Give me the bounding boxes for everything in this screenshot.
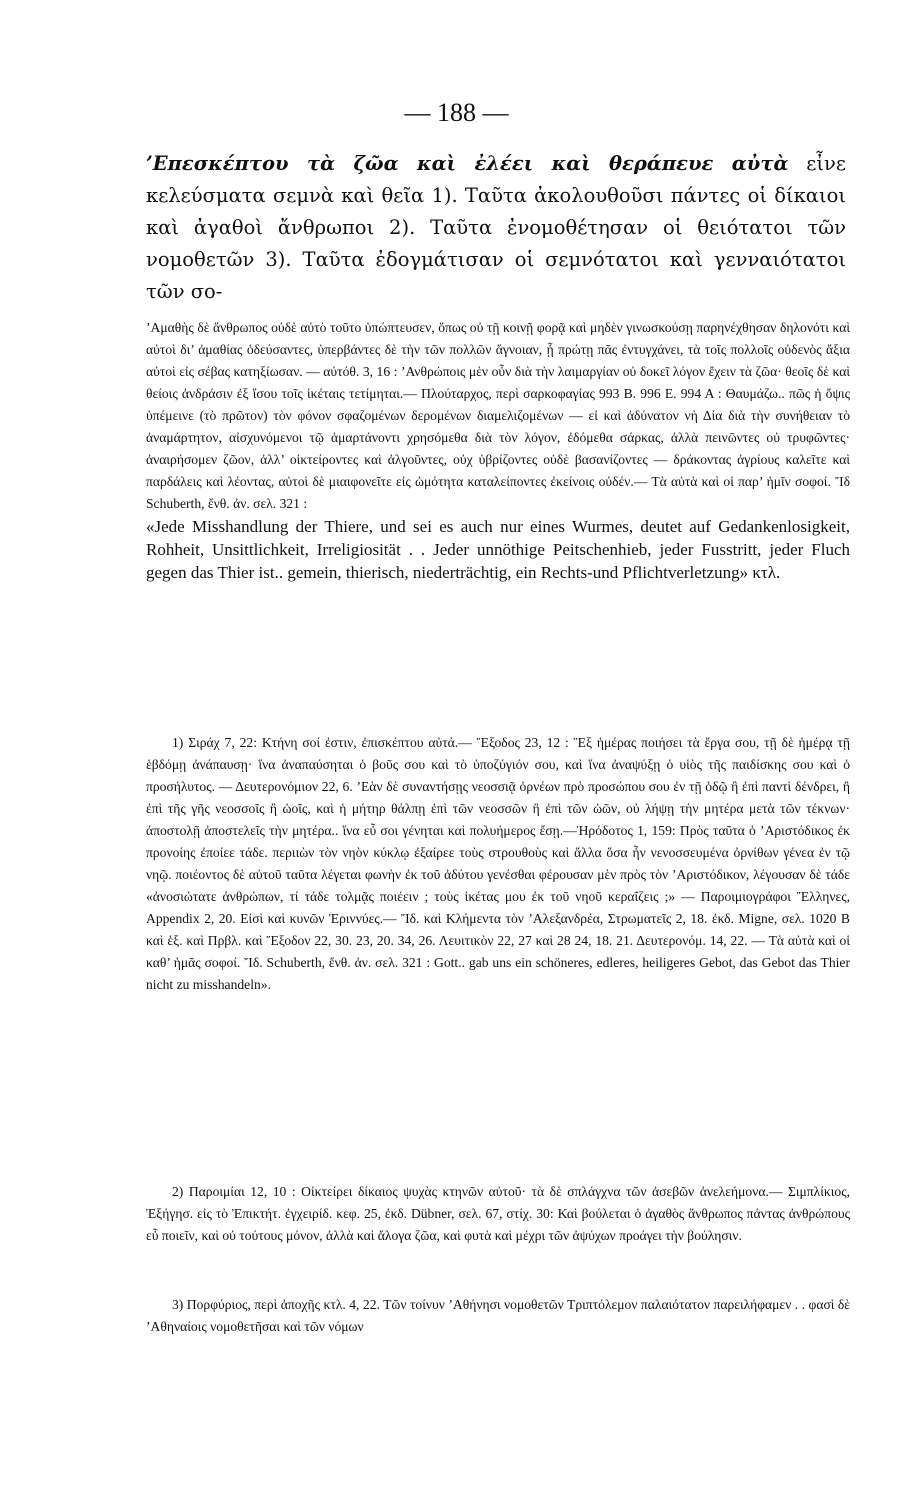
footnote-number: 1) [172,735,184,750]
footnote-text: Πορφύριος, περὶ ἀποχῆς κτλ. 4, 22. Τῶν τοίνυν ’Αθήνησι νομοθετῶν Τριπτόλεμον παλαιότατον παρειλήφαμεν . . φασὶ δὲ ’Αθηναίοις νομοθετῆσαι καὶ τῶν νόμων [146,1297,851,1334]
footnote-text: Παροιμίαι 12, 10 : Οἰκτείρει δίκαιος ψυχὰς κτηνῶν αὐτοῦ· τὰ δὲ σπλάγχνα τῶν ἀσεβῶν ἀνελεήμονα.— Σιμπλίκιος, Ἐξήγησ. εἰς τὸ Ἐπικτήτ. ἐγχειρίδ. κεφ. 25, ἐκδ. Dübner, σελ. 67, στίχ. 30: Καὶ βούλεται ὁ ἀγαθὸς ἄνθρωπος πάντας ἀνθρώπους εὖ ποιεῖν, καὶ οὐ τούτους μόνον, ἀλλὰ καὶ ἄλογα ζῶα, καὶ φυτὰ καὶ μέχρι τῶν ἀψύχων προάγει τὴν βούλησιν. [146,1184,850,1243]
quote-german: «Jede Misshandlung der Thiere, und sei es auch nur eines Wurmes, deutet auf Gedankenlosigkeit, Rohheit, Unsittlichkeit, Irreligiosität . . Jeder unnöthige Peitschenhieb, jeder Fusstritt, jeder Fluch gegen das Thier ist.. gemein, thierisch, niederträchtig, ein Rechts-und Pflichtverletzung» κτλ. [146,517,850,582]
quote-greek: ’Αμαθὴς δὲ ἄνθρωπος οὐδὲ αὐτὸ τοῦτο ὑπώπτευσεν, ὅπως οὐ τῇ κοινῇ φορᾷ καὶ μηδὲν γινωσκούσῃ παρηνέχθησαν δηλονότι καὶ αὐτοὶ δι’ ἀμαθίας ὁδεύσαντες, ὑπερβάντες δὲ τὴν τῶν πολλῶν ἄγνοιαν, ᾗ πρώτῃ πᾶς ἐντυγχάνει, τὰ τοῖς πολλοῖς οὐδενὸς ἄξια αὐτοὶ εἰς σέβας κατηξίωσαν. — αὐτόθ. 3, 16 : ’Ανθρώποις μὲν οὖν διὰ τὴν λαιμαργίαν οὐ δοκεῖ λόγον ἔχειν τὰ ζῶα· θεοῖς δὲ καὶ θείοις ἀνδράσιν ἐξ ἴσου τοῖς ἱκέταις τετίμηται.— Πλούταρχος, περὶ σαρκοφαγίας 993 B. 996 E. 994 A : Θαυμάζω.. πῶς ἡ ὄψις ὑπέμεινε (τὸ πρῶτον) τὸν φόνον σφαζομένων δερομένων διαμελιζομένων — εἰ καὶ ἀδύνατον νὴ Δία διὰ τὴν συνήθειαν τὸ ἀναμάρτητον, αἰσχυνόμενοι τῷ ἁμαρτάνοντι χρησόμεθα διὰ τὸν λόγον, ἐδόμεθα σάρκας, ἀλλὰ πεινῶντες οὐ τρυφῶντες· ἀναιρήσομεν ζῶον, ἀλλ’ οἰκτείροντες καὶ ἀλγοῦντες, οὐχ ὑβρίζοντες οὐδὲ βασανίζοντες — δράκοντας ἀγρίους καλεῖτε καὶ παρδάλεις καὶ λέοντας, αὐτοὶ δὲ μιαιφονεῖτε εἰς ὠμότητα καταλείποντες ἐκείνοις οὐδέν.— Τὰ αὐτὰ καὶ οἱ παρ’ ἡμῖν σοφοί. Ἴδ Schuberth, ἔνθ. ἀν. σελ. 321 : [146,320,850,511]
footnote-number: 2) [172,1184,184,1199]
footnote-3 [146,1294,850,1338]
footnote-text: Σιράχ 7, 22: Κτήνη σοί ἐστιν, ἐπισκέπτου αὐτά.— Ἔξοδος 23, 12 : Ἓξ ἡμέρας ποιήσει τὰ ἔργα σου, τῇ δὲ ἡμέρᾳ τῇ ἑβδόμῃ ἀνάπαυσῃ· ἵνα ἀναπαύσηται ὁ βοῦς σου καὶ τὸ ὑποζύγιόν σου, καὶ ἵνα ἀναψύξῃ ὁ υἱὸς τῆς παιδίσκης σου καὶ ὁ προσήλυτος. — Δευτερονόμιον 22, 6. ’Εὰν δὲ συναντήσῃς νεοσσιᾷ ὀρνέων πρὸ προσώπου σου ἐν τῇ ὁδῷ ἢ ἐπὶ παντὶ δένδρει, ἢ ἐπὶ τῆς γῆς νεοσσοῖς ἢ ὠοῖς, καὶ ἡ μήτηρ θάλπῃ ἐπὶ τῶν νεοσσῶν ἢ ἐπὶ τῶν ὠῶν, οὐ λήψῃ τὴν μητέρα μετὰ τῶν τέκνων· ἀποστολῇ ἀποστελεῖς τὴν μητέρα.. ἵνα εὖ σοι γένηται καὶ πολυήμερος ἔσῃ.—Ἡρόδοτος 1, 159: Πρὸς ταῦτα ὁ ’Αριστόδικος ἐκ προνοίης ἐποίεε τάδε. περιιὼν τὸν νηὸν κύκλῳ ἐξαίρεε τοὺς στρουθοὺς καὶ ἄλλα ὅσα ἦν νενοσσευμένα ὀρνίθων γένεα ἐν τῷ νηῷ. ποιέοντος δὲ αὐτοῦ ταῦτα λέγεται φωνὴν ἐκ τοῦ ἀδύτου γενέσθαι φέρουσαν μὲν πρὸς τὸν ’Αριστόδικον, λέγουσαν δὲ τάδε «ἀνοσιώτατε ἀνθρώπων, τί τάδε τολμᾷς ποιέειν ; τοὺς ἱκέτας μου ἐκ τοῦ νηοῦ κεραΐζεις ;» — Παροιμιογράφοι Ἕλληνες, Appendix 2, 20. Εἰσὶ καὶ κυνῶν Ἐριννύες.— Ἴδ. καὶ Κλήμεντα τὸν ’Αλεξανδρέα, Στρωματεῖς 2, 18. ἐκδ. Migne, σελ. 1020 B καὶ ἑξ. καὶ Πρβλ. καὶ Ἔξοδον 22, 30. 23, 20. 34, 26. Λευιτικὸν 22, 27 καὶ 28 24, 18. 21. Δευτερονόμ. 14, 22. — Τὰ αὐτὰ καὶ οἱ καθ’ ἡμᾶς σοφοί. Ἴδ. Schuberth, ἔνθ. ἀν. σελ. 321 : Gott.. gab uns ein schöneres, edleres, heiligeres Gebot, das Gebot das Thier nicht zu misshandeln». [146,735,850,992]
main-body: εἶνε κελεύσματα σεμνὰ καὶ θεῖα 1). Ταῦτα ἀκολουθοῦσι πάντες οἱ δίκαιοι καὶ ἀγαθοὶ ἄνθρωποι 2). Ταῦτα ἐνομοθέτησαν οἱ θειότατοι τῶν νομοθετῶν 3). Ταῦτα ἐδογμάτισαν οἱ σεμνότατοι καὶ γενναιότατοι τῶν σο- [146,152,847,303]
footnote-1 [146,732,850,996]
main-lead-phrase: ’Επεσκέπτου τὰ ζῶα καὶ ἐλέει καὶ θεράπευε αὐτὰ [146,152,789,175]
page-number: — 188 — [404,98,509,127]
footnote-2 [146,1181,850,1247]
main-text [146,148,846,308]
footnote-number: 3) [172,1297,184,1312]
quote-block [146,317,850,584]
